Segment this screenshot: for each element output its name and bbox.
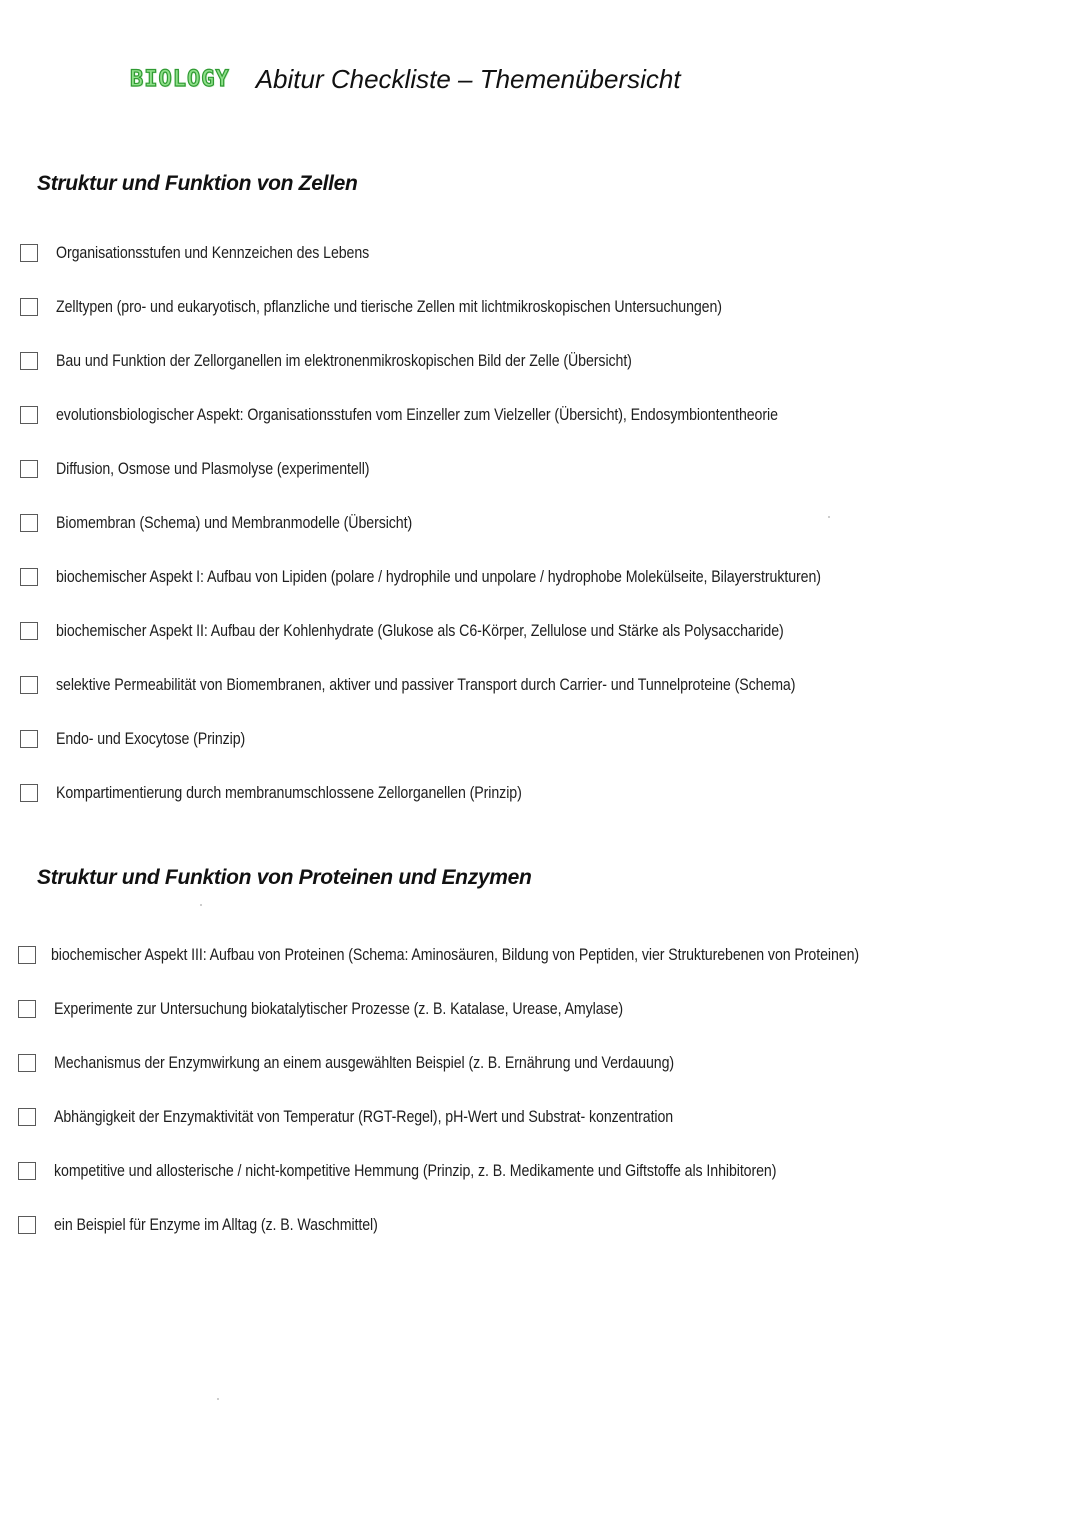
checklist-item[interactable] [20,780,598,806]
checklist-item-label: Kompartimentierung durch membranumschlossene Zellorganellen (Prinzip) [56,783,522,802]
checkbox[interactable] [18,946,36,964]
checklist-item[interactable] [18,942,991,968]
checklist-item[interactable] [20,402,895,428]
checklist-item[interactable] [18,1158,894,1184]
checkbox[interactable] [20,784,38,802]
checklist-item-label: Bau und Funktion der Zellorganellen im elektronenmikroskopischen Bild der Zelle (Übersicht) [56,351,632,370]
checklist-item[interactable] [20,510,470,536]
checkbox[interactable] [18,1054,36,1072]
page-header [130,64,681,95]
checkbox[interactable] [18,1108,36,1126]
biology-logo: BIOLOGY [130,67,230,92]
checklist-item[interactable] [18,996,716,1022]
checklist-item-label: selektive Permeabilität von Biomembranen, aktiver und passiver Transport durch Carrier- und Tunnelproteine (Schema) [56,675,796,694]
checklist-item[interactable] [20,726,276,752]
checkbox[interactable] [18,1000,36,1018]
checkbox[interactable] [18,1216,36,1234]
checklist-item-label: biochemischer Aspekt II: Aufbau der Kohlenhydrate (Glukose als C6-Körper, Zellulose und Stärke als Polysaccharide) [56,621,784,640]
checklist-item-label: biochemischer Aspekt III: Aufbau von Proteinen (Schema: Aminosäuren, Bildung von Peptiden, vier Strukturebenen von Proteinen) [51,945,860,964]
checklist-item[interactable] [20,672,916,698]
checklist-item-label: ein Beispiel für Enzyme im Alltag (z. B. Waschmittel) [54,1215,378,1234]
page-title: Abitur Checkliste – Themenübersicht [255,64,681,94]
checkbox[interactable] [20,730,38,748]
checklist-item[interactable] [20,240,420,266]
checklist-item[interactable] [18,1212,430,1238]
checklist-item-label: Biomembran (Schema) und Membranmodelle (Übersicht) [56,513,413,532]
checklist-item-label: Experimente zur Untersuchung biokatalytischer Prozesse (z. B. Katalase, Urease, Amylase) [54,999,623,1018]
checklist-item[interactable] [20,456,420,482]
checklist-item[interactable] [20,564,945,590]
checkbox[interactable] [20,352,38,370]
scan-speck [217,1398,219,1400]
checkbox[interactable] [20,244,38,262]
checkbox[interactable] [20,622,38,640]
checkbox[interactable] [20,406,38,424]
checklist-item-label: evolutionsbiologischer Aspekt: Organisationsstufen vom Einzeller zum Vielzeller (Übersicht), Endosymbiontentheorie [56,405,778,424]
checkbox[interactable] [20,568,38,586]
checklist-item-label: biochemischer Aspekt I: Aufbau von Lipiden (polare / hydrophile und unpolare / hydrophobe Molekülseite, Bilayerstrukturen) [56,567,821,586]
checkbox[interactable] [20,460,38,478]
checklist-item-label: Mechanismus der Enzymwirkung an einem ausgewählten Beispiel (z. B. Ernährung und Verdauung) [54,1053,675,1072]
checkbox[interactable] [20,298,38,316]
checklist-item-label: Abhängigkeit der Enzymaktivität von Temperatur (RGT-Regel), pH-Wert und Substrat- konzentration [54,1107,674,1126]
checklist-item[interactable] [18,1104,774,1130]
checklist-item-label: Endo- und Exocytose (Prinzip) [56,729,246,748]
checklist-item[interactable] [20,618,902,644]
checkbox[interactable] [18,1162,36,1180]
checklist-item-label: Zelltypen (pro- und eukaryotisch, pflanzliche und tierische Zellen mit lichtmikroskopischen Untersuchungen) [56,297,722,316]
checklist-item[interactable] [20,294,830,320]
section-heading-proteins: Struktur und Funktion von Proteinen und Enzymen [37,866,532,889]
scan-speck [200,904,202,906]
checklist-item-label: Organisationsstufen und Kennzeichen des Lebens [56,243,370,262]
checklist-item-label: kompetitive und allosterische / nicht-kompetitive Hemmung (Prinzip, z. B. Medikamente und Giftstoffe als Inhibitoren) [54,1161,777,1180]
checklist-item[interactable] [18,1050,775,1076]
checklist-item-label: Diffusion, Osmose und Plasmolyse (experimentell) [56,459,370,478]
checklist-item[interactable] [20,348,726,374]
section-heading-cells: Struktur und Funktion von Zellen [37,172,358,195]
checkbox[interactable] [20,514,38,532]
checkbox[interactable] [20,676,38,694]
scan-speck [828,516,830,518]
